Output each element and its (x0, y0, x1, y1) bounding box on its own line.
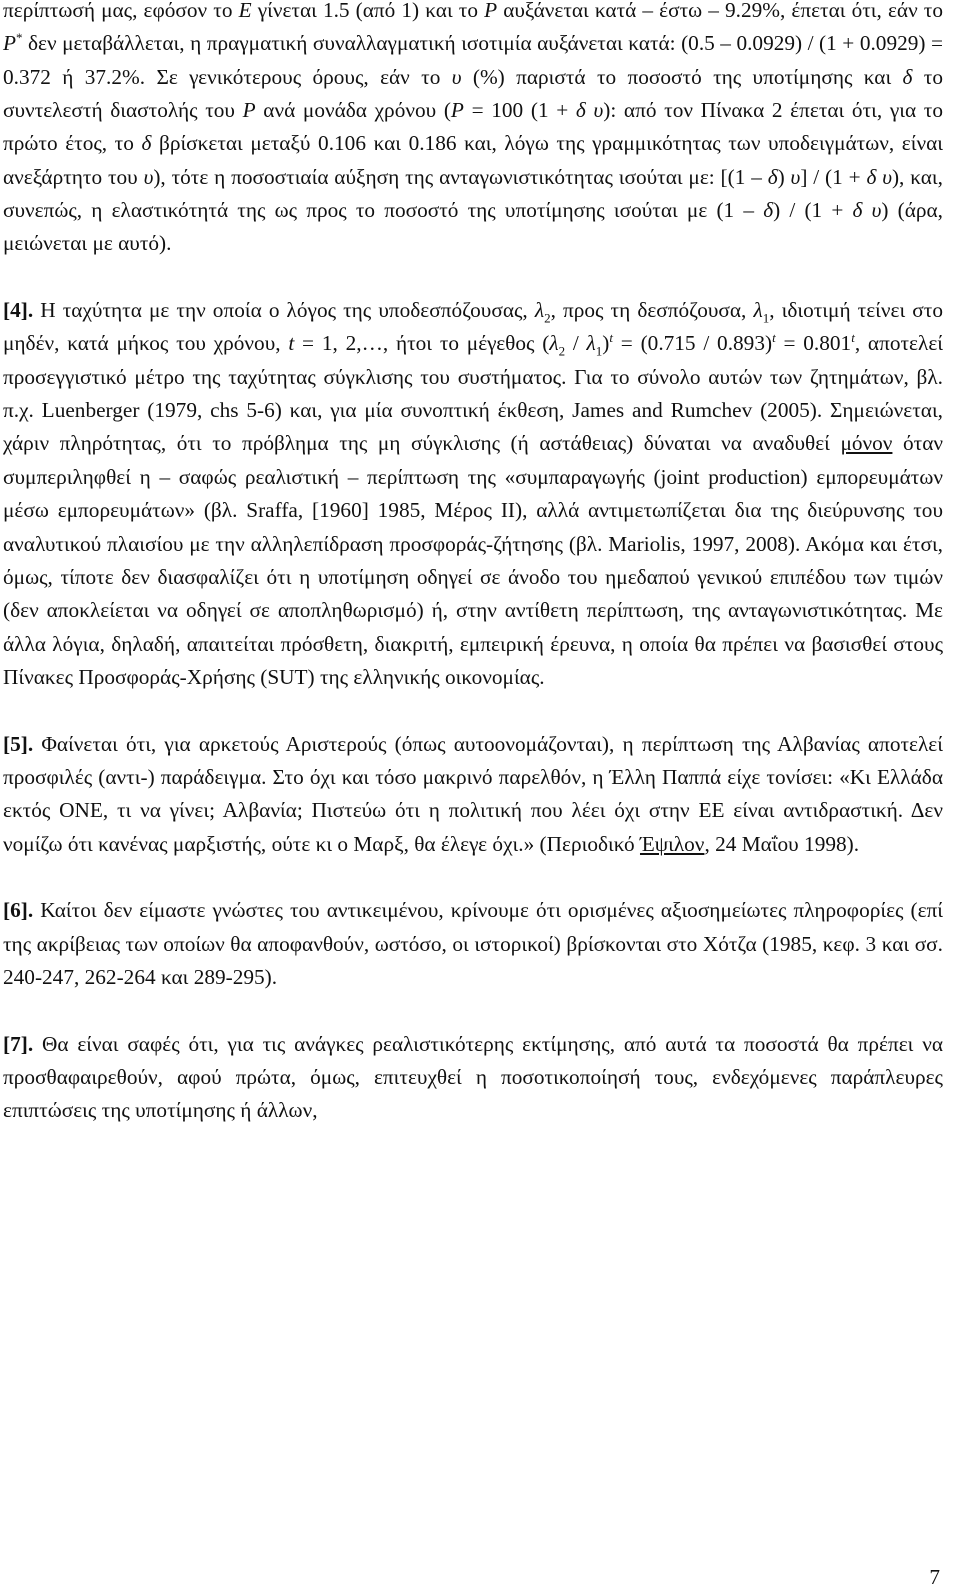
endnote-3-continuation: περίπτωσή μας, εφόσον το E γίνεται 1.5 (από 1) και το P αυξάνεται κατά – έστω – 9.29%, έπεται ότι, εάν το P* δεν μεταβάλλεται, η πραγματική συναλλαγματική ισοτιμία αυξάνεται κατά: (0.5 – 0.0929) / (1 + 0.0929) = 0.372 ή 37.2%. Σε γενικότερους όρους, εάν το υ (%) παριστά το ποσοστό της υποτίμησης και δ το συντελεστή διαστολής του P ανά μονάδα χρόνου (P = 100 (1 + δ υ): από τον Πίνακα 2 έπεται ότι, για το πρώτο έτος, το δ βρίσκεται μεταξύ 0.106 και 0.186 και, λόγω της γραμμικότητας των υποδειγμάτων, είναι ανεξάρτητο του υ), τότε η ποσοστιαία αύξηση της ανταγωνιστικότητας ισούται με: [(1 – δ) υ] / (1 + δ υ), και, συνεπώς, η ελαστικότητά της ως προς το ποσοστό της υποτίμησης ισούται με (1 – δ) / (1 + δ υ) (άρα, μειώνεται με αυτό). (3, 0, 943, 256)
endnote-6-number: [6]. (3, 898, 34, 923)
endnote-5-number: [5]. (3, 731, 34, 756)
endnote-4-number: [4]. (3, 298, 34, 323)
page-number: 7 (929, 1565, 940, 1589)
endnote-7-text: Θα είναι σαφές ότι, για τις ανάγκες ρεαλιστικότερης εκτίμησης, από αυτά τα ποσοστά θα πρέπει να προσθαφαιρεθούν, αφού πρώτα, όμως, επιτευχθεί η ποσοτικοποίησή τους, ενδεχόμενες παράπλευρες επιπτώσεις της υποτίμησης ή άλλων, (3, 1031, 943, 1123)
endnote-7-number: [7]. (3, 1031, 34, 1056)
endnote-4: [4]. Η ταχύτητα με την οποία ο λόγος της υποδεσπόζουσας, $\lambda_2$, προς τη δεσπόζουσα, $\lambda_1$, ιδιοτιμή τείνει στο μηδέν, κατά μήκος του χρόνου, t = 1, 2,…, ήτοι το μέγεθος $(\lambda_2 / \lambda_1)^t = (0.715 / 0.893)^t = 0.801^t$, αποτελεί προσεγγιστικό μέτρο της ταχύτητας σύγκλισης του συστήματος. Για το σύνολο αυτών των ζητημάτων, βλ. π.χ. Luenberger (1979, chs 5-6) και, για μία συνοπτική έκθεση, James and Rumchev (2005). Σημειώνεται, χάριν πληρότητας, ότι το πρόβλημα της μη σύγκλισης (ή αστάθειας) δύναται να αναδυθεί μόνον όταν συμπεριληφθεί η – σαφώς ρεαλιστική – περίπτωση της «συμπαραγωγής (joint production) εμπορευμάτων μέσω εμπορευμάτων» (βλ. Sraffa, [1960] 1985, Μέρος ΙΙ), αλλά αντιμετωπίζεται δια της διεύρυνσης του αναλυτικού πλαισίου με την αλληλεπίδραση προσφοράς-ζήτησης (βλ. Mariolis, 1997, 2008). Ακόμα και έτσι, όμως, τίποτε δεν διασφαλίζει ότι η υποτίμηση οδηγεί σε άνοδο του ημεδαπού γενικού επιπέδου των τιμών (δεν αποκλείεται να οδηγεί σε αποπληθωρισμό) ή, στην αντίθετη περίπτωση, της ανταγωνιστικότητας. Με άλλα λόγια, δηλαδή, απαιτείται πρόσθετη, διακριτή, εμπειρική έρευνα, η οποία θα πρέπει να βασισθεί στους Πίνακες Προσφοράς-Χρήσης (SUT) της ελληνικής οικονομίας. (3, 298, 943, 689)
endnotes-body (3, 0, 943, 1128)
endnote-7 (3, 1028, 943, 1128)
endnote-5: [5]. Φαίνεται ότι, για αρκετούς Αριστερούς (όπως αυτοονομάζονται), η περίπτωση της Αλβανίας αποτελεί προσφιλές (αντι-) παράδειγμα. Στο όχι και τόσο μακρινό παρελθόν, η Έλλη Παππά είχε τονίσει: «Κι Ελλάδα εκτός ΟΝΕ, τι να γίνει; Αλβανία; Πιστεύω ότι η πολιτική που λέει όχι στην ΕΕ είναι αντιδραστική. Δεν νομίζω ότι κανένας μαρξιστής, ούτε κι ο Μαρξ, θα έλεγε όχι.» (Περιοδικό Έψιλον, 24 Μαΐου 1998). (3, 731, 943, 856)
endnote-6-text: Καίτοι δεν είμαστε γνώστες του αντικειμένου, κρίνουμε ότι ορισμένες αξιοσημείωτες πληροφορίες (επί της ακρίβειας των οποίων θα αποφανθούν, ωστόσο, οι ιστορικοί) βρίσκονται στο Χότζα (1985, κεφ. 3 και σσ. 240-247, 262-264 και 289-295). (3, 898, 943, 989)
endnote-6 (3, 894, 943, 994)
